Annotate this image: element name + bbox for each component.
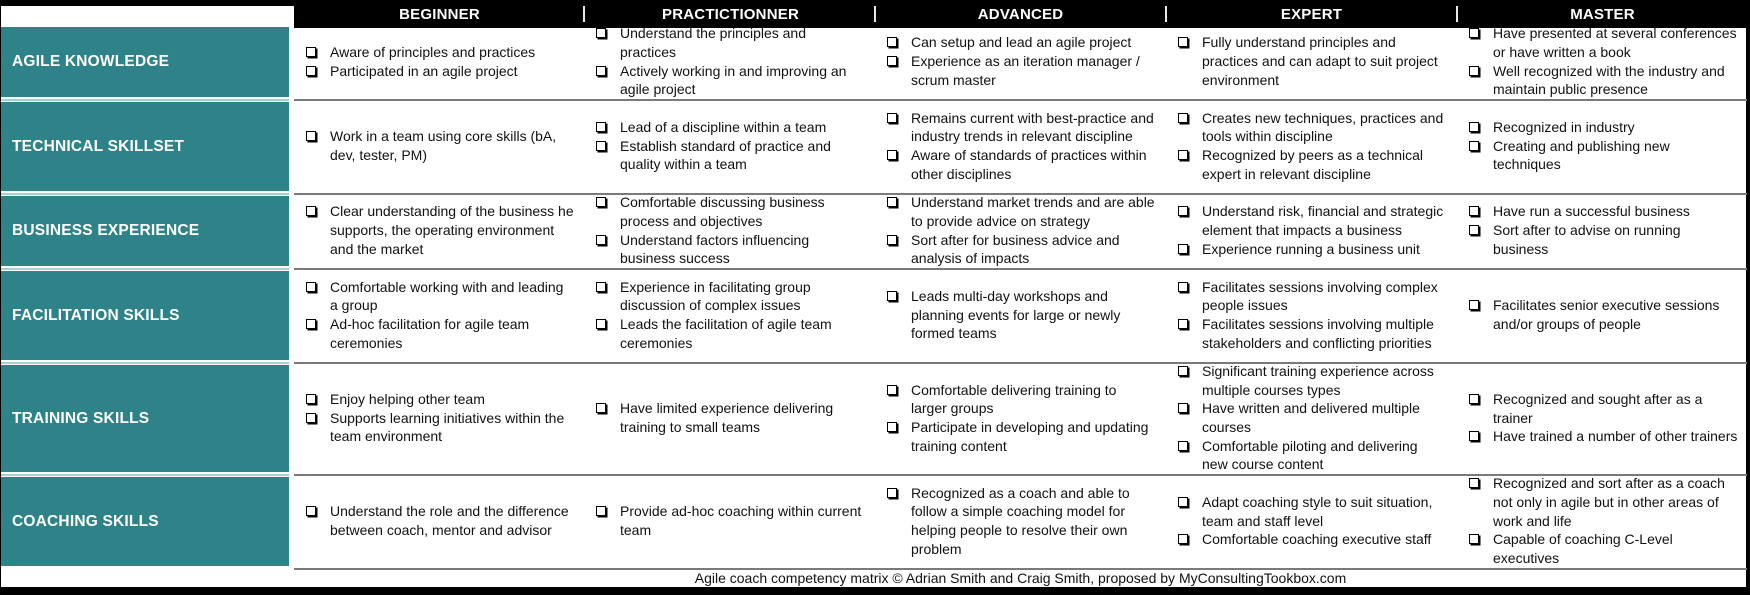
checkbox-icon [1176,278,1202,296]
criteria-text: Sort after to advise on running business [1493,222,1681,257]
row-label-text: TECHNICAL SKILLSET [12,137,185,155]
criteria-item [1467,24,1742,61]
cell-technical-skillset-master [1457,99,1742,193]
cell-technical-skillset-expert [1166,99,1451,193]
row-label-text: COACHING SKILLS [12,512,159,530]
checkbox-icon [594,502,620,520]
criteria-item [1176,33,1451,89]
criteria-text: Recognized in industry [1493,118,1635,135]
cell-facilitation-skills-beginner [294,268,579,362]
checkbox-icon [1176,240,1202,258]
row-label-training-skills [1,365,289,472]
cell-business-experience-advanced [875,193,1160,268]
checkbox-icon [594,399,620,417]
criteria-text: Understand risk, financial and strategic element that impacts a business [1202,203,1444,239]
checkbox-icon [304,409,330,427]
checkbox-icon [1467,202,1493,220]
criteria-item [1176,240,1451,259]
checkbox-icon [1467,530,1493,548]
checkbox-icon [594,62,620,80]
criteria-item [1176,493,1451,530]
cell-coaching-skills-expert [1166,474,1451,568]
criteria-item [885,109,1160,146]
row-label-text: TRAINING SKILLS [12,409,150,427]
checkbox-icon [885,418,911,436]
cell-agile-knowledge-master [1457,24,1742,99]
cell-business-experience-expert [1166,193,1451,268]
cell-technical-skillset-advanced [875,99,1160,193]
criteria-item [304,390,579,409]
row-separator [1,362,289,364]
criteria-item [304,62,579,81]
criteria-text: Recognized as a coach and able to follow a simple coaching model for helping people to resolve their own problem [911,484,1130,557]
criteria-text: Understand the role and the difference between coach, mentor and advisor [330,503,569,538]
criteria-text: Leads multi-day workshops and planning events for large or newly formed teams [911,287,1121,342]
checkbox-icon [1467,390,1493,408]
cell-business-experience-beginner [294,193,579,268]
criteria-item [885,381,1160,418]
cell-technical-skillset-practitioner [584,99,869,193]
criteria-text: Participate in developing and updating training content [911,419,1149,454]
criteria-item [594,278,869,315]
criteria-text: Aware of standards of practices within other disciplines [911,147,1147,182]
cell-facilitation-skills-expert [1166,268,1451,362]
criteria-text: Have trained a number of other trainers [1493,428,1738,445]
criteria-text: Establish standard of practice and quality within a team [620,137,831,173]
checkbox-icon [1467,62,1493,80]
checkbox-icon [885,381,911,399]
row-label-text: FACILITATION SKILLS [12,306,180,324]
criteria-item [1176,530,1451,549]
checkbox-icon [1467,24,1493,42]
criteria-text: Provide ad-hoc coaching within current team [620,503,862,538]
criteria-text: Creating and publishing new techniques [1493,137,1670,173]
checkbox-icon [1176,33,1202,51]
criteria-text: Significant training experience across multiple courses types [1202,362,1434,398]
cell-facilitation-skills-practitioner [584,268,869,362]
row-label-text: AGILE KNOWLEDGE [12,53,170,70]
criteria-text: Supports learning initiatives within the team environment [330,409,565,445]
criteria-item [1176,399,1451,436]
checkbox-icon [1176,437,1202,455]
criteria-item [304,202,579,258]
checkbox-icon [304,390,330,408]
criteria-item [1467,221,1742,258]
criteria-text: Work in a team using core skills (bA, dev, tester, PM) [330,128,557,163]
cell-coaching-skills-beginner [294,474,579,568]
criteria-text: Fully understand principles and practices and can adapt to suit project environment [1202,34,1438,88]
criteria-text: Aware of principles and practices [330,43,536,60]
criteria-item [1176,202,1451,239]
checkbox-icon [1176,493,1202,511]
criteria-text: Experience running a business unit [1202,240,1420,257]
checkbox-icon [1467,221,1493,239]
criteria-text: Understand market trends and are able to provide advice on strategy [911,194,1155,229]
criteria-text: Ad-hoc facilitation for agile team ceremonies [330,316,530,351]
column-header-beginner: BEGINNER [399,6,480,23]
cell-business-experience-master [1457,193,1742,268]
checkbox-icon [885,109,911,127]
checkbox-icon [304,127,330,145]
criteria-text: Lead of a discipline within a team [620,118,827,135]
row-separator [1,268,289,270]
criteria-item [594,502,869,539]
cell-agile-knowledge-practitioner [584,24,869,99]
criteria-text: Well recognized with the industry and maintain public presence [1493,62,1725,98]
row-label-agile-knowledge [1,27,289,97]
cell-coaching-skills-master [1457,474,1742,568]
criteria-item [885,52,1160,89]
criteria-item [1467,296,1742,333]
cell-coaching-skills-advanced [875,474,1160,568]
criteria-item [594,62,869,99]
criteria-item [1467,530,1742,567]
criteria-item [1467,427,1742,446]
checkbox-icon [594,315,620,333]
criteria-item [594,399,869,436]
criteria-item [1467,474,1742,530]
checkbox-icon [1176,202,1202,220]
criteria-text: Have limited experience delivering training to small teams [620,400,834,435]
criteria-item [885,33,1160,52]
checkbox-icon [1176,530,1202,548]
cell-technical-skillset-beginner [294,99,579,193]
criteria-text: Enjoy helping other team [330,390,485,407]
criteria-item [1467,118,1742,137]
criteria-text: Remains current with best-practice and industry trends in relevant discipline [911,109,1154,145]
checkbox-icon [1467,137,1493,155]
checkbox-icon [304,43,330,61]
criteria-item [594,24,869,61]
criteria-item [304,278,579,315]
criteria-text: Comfortable discussing business process and objectives [620,194,825,229]
criteria-item [1176,437,1451,474]
checkbox-icon [304,315,330,333]
criteria-item [1467,202,1742,221]
criteria-item [1176,315,1451,352]
criteria-text: Leads the facilitation of agile team ceremonies [620,316,832,351]
checkbox-icon [1467,118,1493,136]
checkbox-icon [1176,362,1202,380]
row-label-technical-skillset [1,102,289,191]
criteria-item [885,287,1160,343]
checkbox-icon [594,278,620,296]
criteria-item [1176,278,1451,315]
criteria-text: Facilitates senior executive sessions and/or groups of people [1493,297,1720,332]
cell-agile-knowledge-beginner [294,24,579,99]
criteria-item [885,484,1160,559]
criteria-item [1467,62,1742,99]
row-label-text: BUSINESS EXPERIENCE [12,222,200,239]
checkbox-icon [1176,109,1202,127]
cell-agile-knowledge-advanced [875,24,1160,99]
checkbox-icon [594,193,620,211]
checkbox-icon [885,287,911,305]
criteria-text: Recognized by peers as a technical expert in relevant discipline [1202,147,1424,182]
criteria-text: Participated in an agile project [330,62,518,79]
criteria-text: Sort after for business advice and analysis of impacts [911,231,1120,267]
cell-coaching-skills-practitioner [584,474,869,568]
row-separator [1,193,289,195]
cell-training-skills-master [1457,362,1742,474]
row-label-coaching-skills [1,477,289,566]
column-header-advanced: ADVANCED [977,6,1064,23]
row-label-business-experience [1,196,289,266]
criteria-item [304,409,579,446]
criteria-item [1176,109,1451,146]
checkbox-icon [1176,315,1202,333]
criteria-text: Actively working in and improving an agile project [620,62,847,98]
criteria-item [1176,362,1451,399]
criteria-text: Creates new techniques, practices and tools within discipline [1202,109,1444,145]
checkbox-icon [594,24,620,42]
criteria-item [1467,390,1742,427]
criteria-text: Understand the principles and practices [620,25,807,60]
criteria-text: Experience as an iteration manager / scrum master [911,53,1140,88]
checkbox-icon [304,502,330,520]
footer-credit: Agile coach competency matrix © Adrian Smith and Craig Smith, proposed by MyConsultingTookbox.com [694,570,1347,586]
criteria-text: Facilitates sessions involving complex people issues [1202,278,1438,314]
cell-training-skills-advanced [875,362,1160,474]
checkbox-icon [1176,146,1202,164]
cell-business-experience-practitioner [584,193,869,268]
column-header-expert: EXPERT [1280,6,1343,23]
criteria-text: Have run a successful business [1493,203,1690,220]
checkbox-icon [885,33,911,51]
checkbox-icon [1176,399,1202,417]
checkbox-icon [1467,474,1493,492]
checkbox-icon [304,202,330,220]
criteria-item [304,315,579,352]
criteria-item [594,193,869,230]
criteria-text: Have presented at several conferences or have written a book [1493,25,1737,60]
checkbox-icon [1467,296,1493,314]
criteria-text: Adapt coaching style to suit situation, team and staff level [1202,493,1433,529]
criteria-text: Comfortable working with and leading a group [330,278,564,314]
checkbox-icon [885,193,911,211]
checkbox-icon [304,278,330,296]
criteria-text: Have written and delivered multiple courses [1202,400,1420,435]
criteria-item [304,502,579,539]
criteria-item [1176,146,1451,183]
checkbox-icon [885,484,911,502]
checkbox-icon [304,62,330,80]
criteria-text: Recognized and sort after as a coach not only in agile but in other areas of work and life [1493,475,1725,529]
criteria-text: Comfortable coaching executive staff [1202,531,1432,548]
cell-training-skills-practitioner [584,362,869,474]
checkbox-icon [594,231,620,249]
criteria-item [594,231,869,268]
criteria-text: Comfortable delivering training to larger groups [911,381,1117,417]
column-header-practitioner: PRACTICTIONNER [662,6,799,23]
criteria-item [885,231,1160,268]
criteria-text: Recognized and sought after as a trainer [1493,390,1703,426]
criteria-text: Capable of coaching C-Level executives [1493,531,1673,567]
criteria-item [885,146,1160,183]
cell-facilitation-skills-master [1457,268,1742,362]
row-separator [1,474,289,476]
column-header-master: MASTER [1570,6,1635,23]
criteria-text: Understand factors influencing business success [620,231,810,267]
criteria-item [885,418,1160,455]
cell-training-skills-beginner [294,362,579,474]
checkbox-icon [885,146,911,164]
checkbox-icon [594,118,620,136]
cell-agile-knowledge-expert [1166,24,1451,99]
criteria-text: Comfortable piloting and delivering new course content [1202,437,1418,473]
criteria-item [885,193,1160,230]
cell-facilitation-skills-advanced [875,268,1160,362]
criteria-text: Facilitates sessions involving multiple stakeholders and conflicting priorities [1202,316,1434,351]
criteria-text: Experience in facilitating group discussion of complex issues [620,278,811,314]
criteria-item [594,118,869,137]
criteria-text: Clear understanding of the business he supports, the operating environment and the market [330,203,574,257]
cell-training-skills-expert [1166,362,1451,474]
competency-matrix [1,6,1746,587]
checkbox-icon [885,52,911,70]
criteria-text: Can setup and lead an agile project [911,34,1132,51]
criteria-item [304,43,579,62]
checkbox-icon [1467,427,1493,445]
row-label-facilitation-skills [1,271,289,360]
checkbox-icon [594,137,620,155]
criteria-item [304,127,579,164]
row-separator [1,99,289,101]
criteria-item [1467,137,1742,174]
criteria-item [594,137,869,174]
criteria-item [594,315,869,352]
checkbox-icon [885,231,911,249]
